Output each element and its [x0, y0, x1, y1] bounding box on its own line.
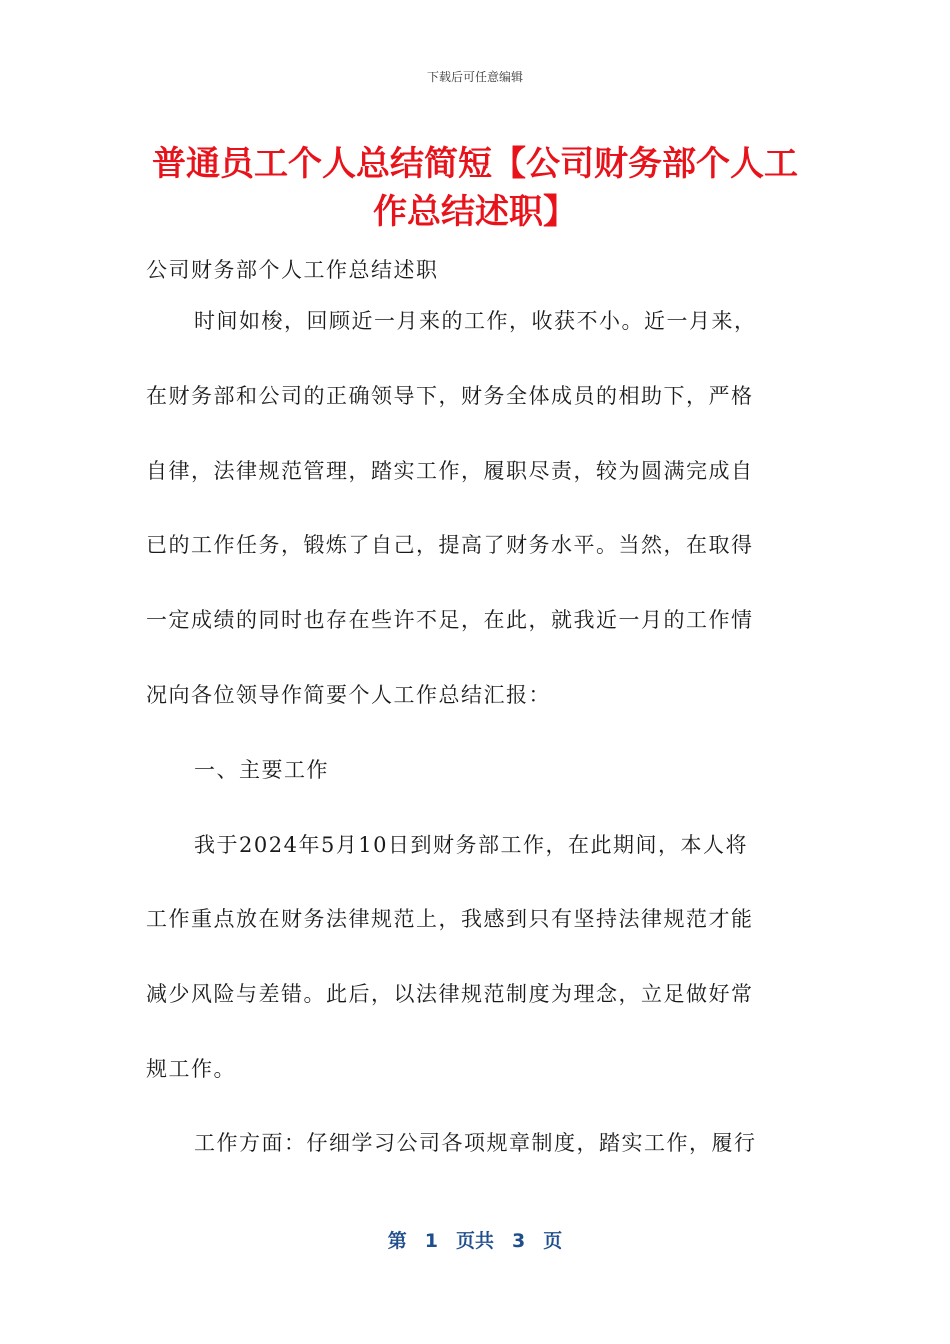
page-label-prefix: 第: [387, 1230, 407, 1252]
document-body: [146, 252, 796, 1155]
body-line: 工作重点放在财务法律规范上，我感到只有坚持法律规范才能: [146, 907, 754, 931]
document-title: 普通员工个人总结简短【公司财务部个人工作总结述职】: [152, 144, 798, 232]
header-note: 下载后可任意编辑: [426, 70, 523, 84]
page-label-mid: 页共: [455, 1230, 494, 1252]
body-line: 况向各位领导作简要个人工作总结汇报：: [146, 683, 551, 707]
body-line: 时间如梭，回顾近一月来的工作，收获不小。近一月来，: [194, 309, 757, 333]
page-label-suffix: 页: [543, 1230, 563, 1252]
total-pages-number: 3: [512, 1230, 526, 1252]
body-line: 工作方面：仔细学习公司各项规章制度，踏实工作，履行: [194, 1131, 757, 1155]
body-line: 我于2024年5月10日到财务部工作，在此期间，本人将: [194, 833, 749, 857]
body-line: 一、主要工作: [194, 758, 329, 782]
body-line: 已的工作任务，锻炼了自己，提高了财务水平。当然，在取得: [146, 533, 754, 557]
body-line: 减少风险与差错。此后，以法律规范制度为理念，立足做好常: [146, 982, 754, 1006]
document-subtitle: 公司财务部个人工作总结述职: [146, 258, 439, 282]
page-footer: [0, 1226, 950, 1253]
body-line: 自律，法律规范管理，踏实工作，履职尽责，较为圆满完成自: [146, 459, 754, 483]
body-line: 一定成绩的同时也存在些许不足，在此，就我近一月的工作情: [146, 608, 754, 632]
body-line: 规工作。: [146, 1057, 236, 1081]
body-line: 在财务部和公司的正确领导下，财务全体成员的相助下，严格: [146, 384, 754, 408]
current-page-number: 1: [424, 1230, 438, 1252]
